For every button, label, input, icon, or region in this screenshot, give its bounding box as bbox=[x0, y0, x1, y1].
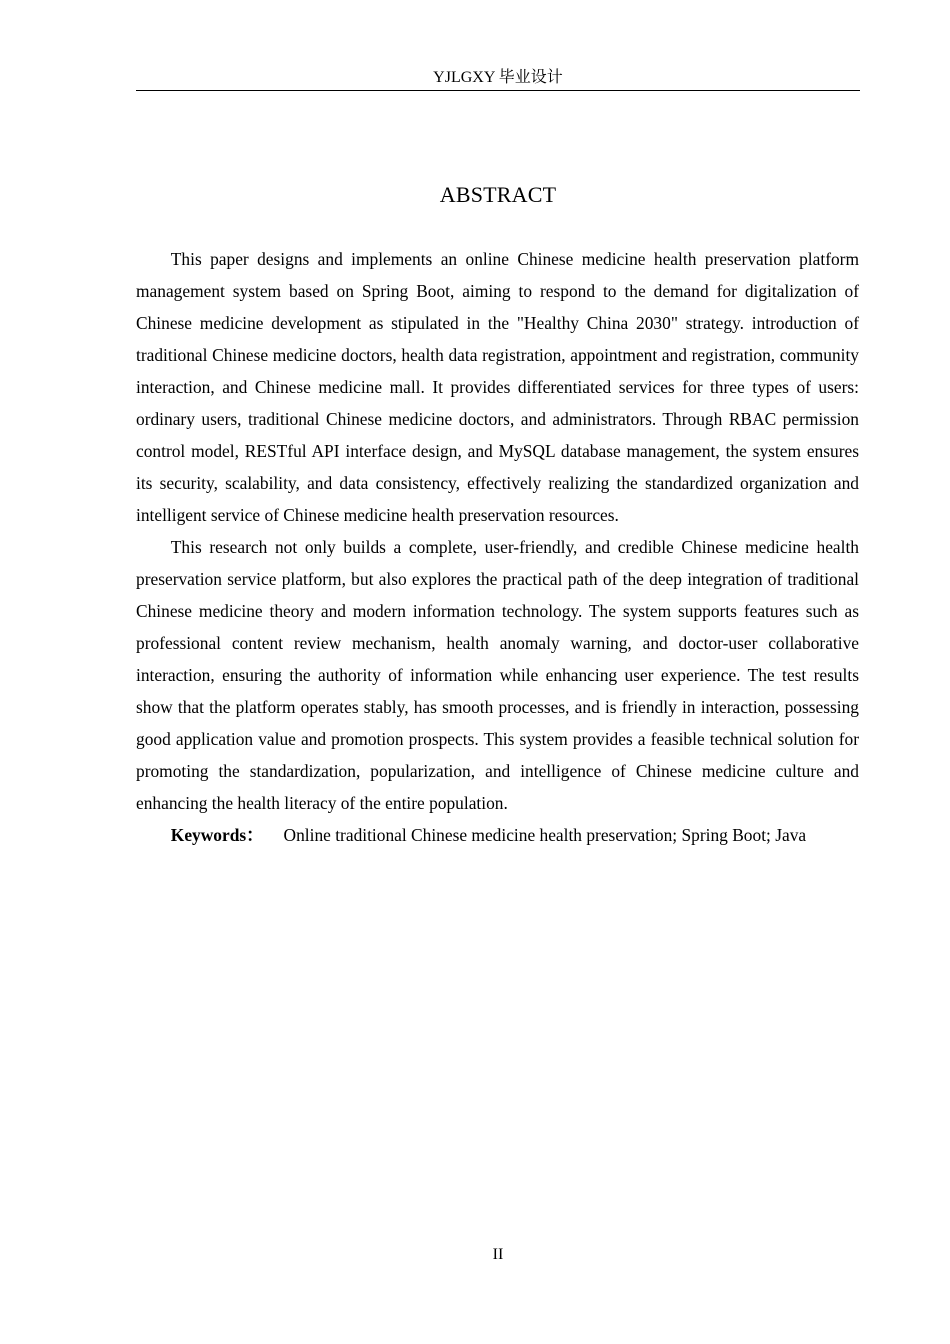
abstract-body bbox=[136, 243, 859, 851]
keywords-text: Online traditional Chinese medicine health preservation; Spring Boot; Java bbox=[283, 825, 807, 845]
abstract-paragraph-1: This paper designs and implements an online Chinese medicine health preservation platform management system based on Spring Boot, aiming to respond to the demand for digitalization of Chinese medicine development as stipulated in the "Healthy China 2030" strategy. introduction of traditional Chinese medicine doctors, health data registration, appointment and registration, community interaction, and Chinese medicine mall. It provides differentiated services for three types of users: ordinary users, traditional Chinese medicine doctors, and administrators. Through RBAC permission control model, RESTful API interface design, and MySQL database management, the system ensures its security, scalability, and data consistency, effectively realizing the standardized organization and intelligent service of Chinese medicine health preservation resources. bbox=[136, 249, 859, 525]
abstract-title: ABSTRACT bbox=[439, 182, 557, 207]
abstract-paragraph-2: This research not only builds a complete, user-friendly, and credible Chinese medicine health preservation service platform, but also explores the practical path of the deep integration of traditional Chinese medicine theory and modern information technology. The system supports features such as professional content review mechanism, health anomaly warning, and doctor-user collaborative interaction, ensuring the authority of information while enhancing user experience. The test results show that the platform operates stably, has smooth processes, and is friendly in interaction, possessing good application value and promotion prospects. This system provides a feasible technical solution for promoting the standardization, popularization, and intelligence of Chinese medicine culture and enhancing the health literacy of the entire population. bbox=[136, 537, 859, 813]
running-header: YJLGXY 毕业设计 bbox=[433, 69, 563, 86]
keywords-line bbox=[136, 819, 859, 851]
header-rule bbox=[136, 90, 860, 91]
keywords-label: Keywords： bbox=[170, 825, 264, 845]
page-number: II bbox=[492, 1246, 504, 1263]
